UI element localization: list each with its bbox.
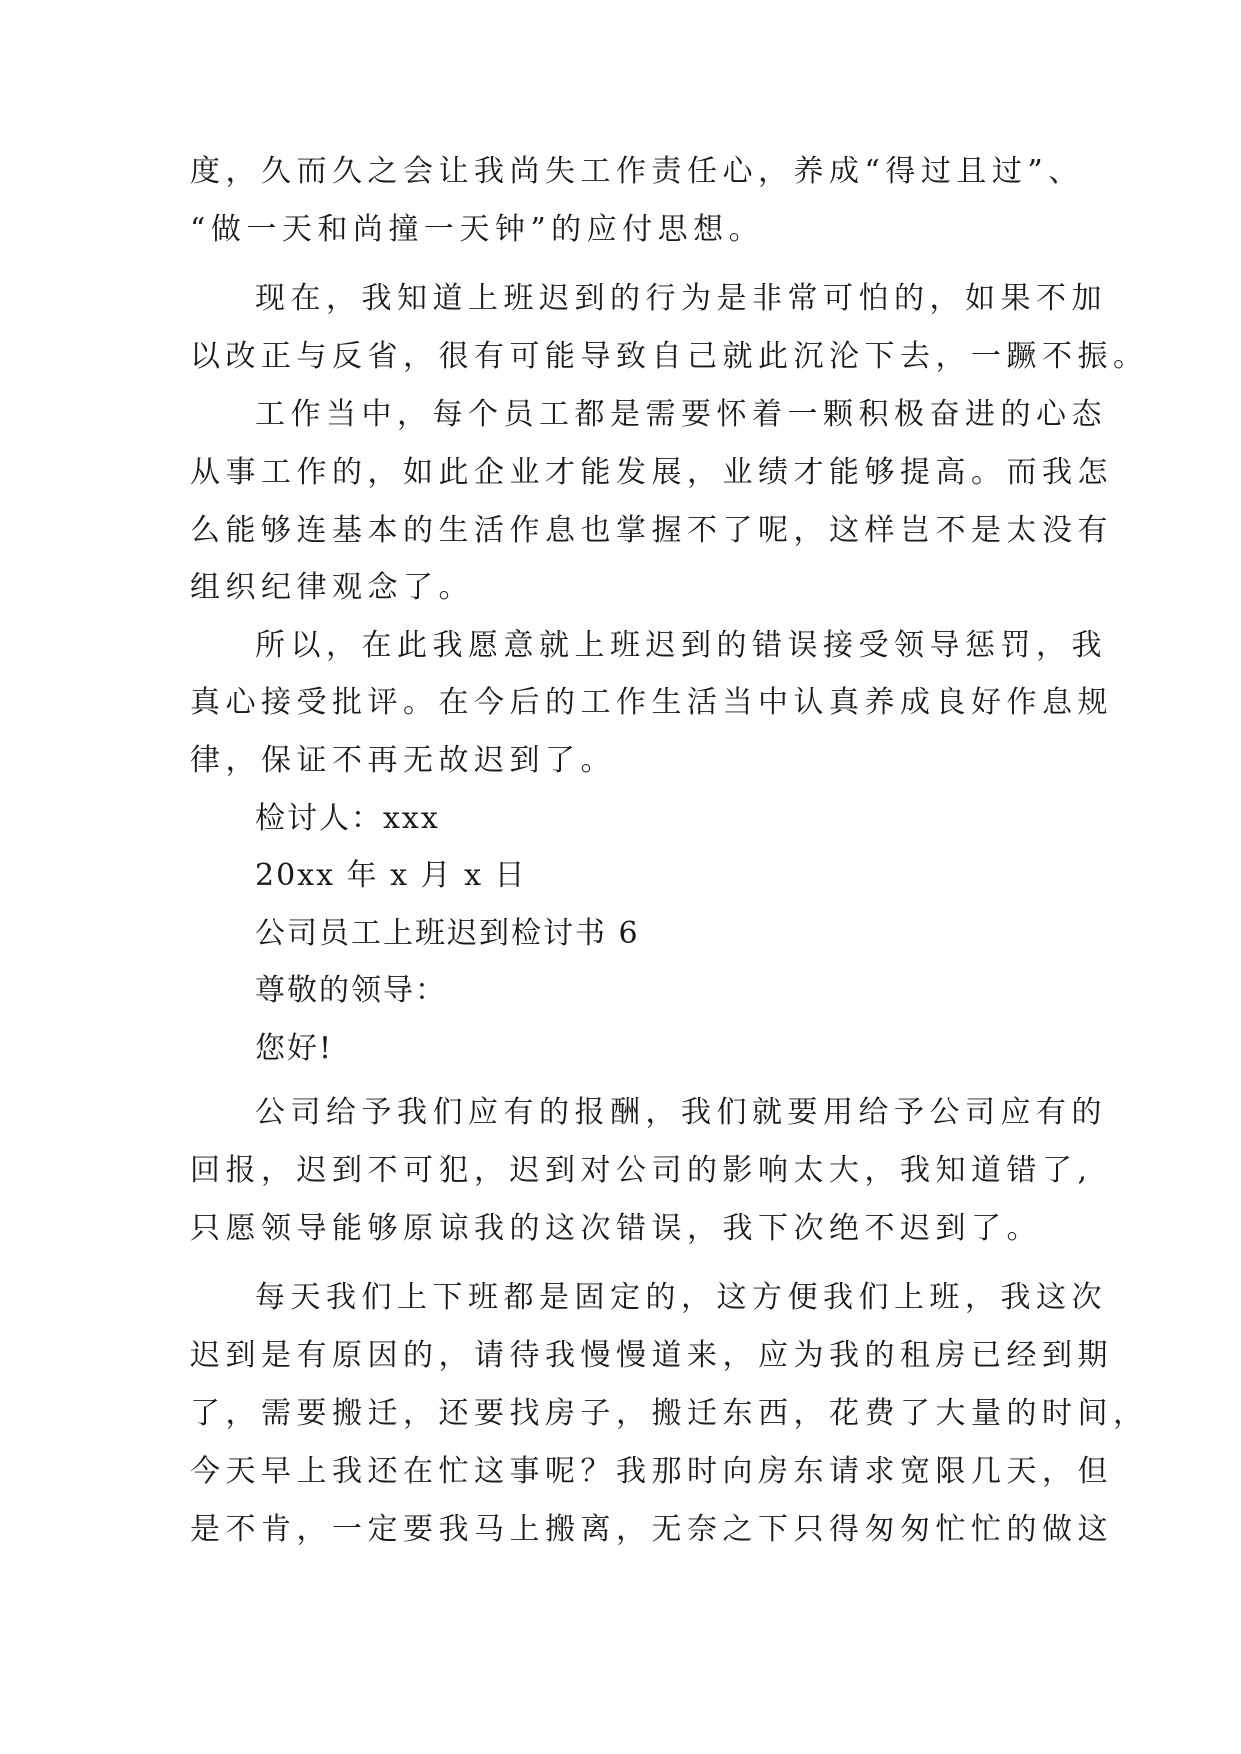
text-line: 工作当中，每个员工都是需要怀着一颗积极奋进的心态: [255, 397, 1107, 432]
text-line: 么能够连基本的生活作息也掌握不了呢，这样岂不是太没有: [190, 513, 1113, 548]
text-line: 所以，在此我愿意就上班迟到的错误接受领导惩罚，我: [255, 628, 1107, 663]
text-line: “做一天和尚撞一天钟”的应付思想。: [190, 212, 765, 247]
salutation: 尊敬的领导：: [255, 973, 447, 1008]
signatory-line: 检讨人：xxx: [255, 801, 440, 836]
text-line: 从事工作的，如此企业才能发展，业绩才能够提高。而我怎: [190, 455, 1113, 490]
text-line: 度，久而久之会让我尚失工作责任心，养成“得过且过”、: [190, 154, 1084, 189]
text-line: 以改正与反省，很有可能导致自己就此沉沦下去，一蹶不振。: [190, 339, 1149, 374]
text-line: 迟到是有原因的，请待我慢慢道来，应为我的租房已经到期: [190, 1338, 1113, 1373]
text-line: 今天早上我还在忙这事呢？我那时向房东请求宽限几天，但: [190, 1454, 1113, 1489]
text-line: 是不肯，一定要我马上搬离，无奈之下只得匆匆忙忙的做这: [190, 1512, 1113, 1547]
text-line: 每天我们上下班都是固定的，这方便我们上班，我这次: [255, 1280, 1107, 1315]
text-line: 只愿领导能够原谅我的这次错误，我下次绝不迟到了。: [190, 1211, 1042, 1246]
greeting: 您好!: [255, 1031, 334, 1066]
text-line: 回报，迟到不可犯，迟到对公司的影响太大，我知道错了,: [190, 1153, 1093, 1188]
text-line: 公司给予我们应有的报酬，我们就要用给予公司应有的: [255, 1095, 1107, 1130]
text-line: 了，需要搬迁，还要找房子，搬迁东西，花费了大量的时间，: [190, 1396, 1149, 1431]
section-title: 公司员工上班迟到检讨书 6: [255, 916, 640, 951]
text-line: 组织纪律观念了。: [190, 570, 474, 605]
text-line: 律，保证不再无故迟到了。: [190, 743, 616, 778]
text-line: 现在，我知道上班迟到的行为是非常可怕的，如果不加: [255, 281, 1107, 316]
text-line: 真心接受批评。在今后的工作生活当中认真养成良好作息规: [190, 685, 1113, 720]
date-line: 20xx 年 x 月 x 日: [255, 858, 527, 893]
